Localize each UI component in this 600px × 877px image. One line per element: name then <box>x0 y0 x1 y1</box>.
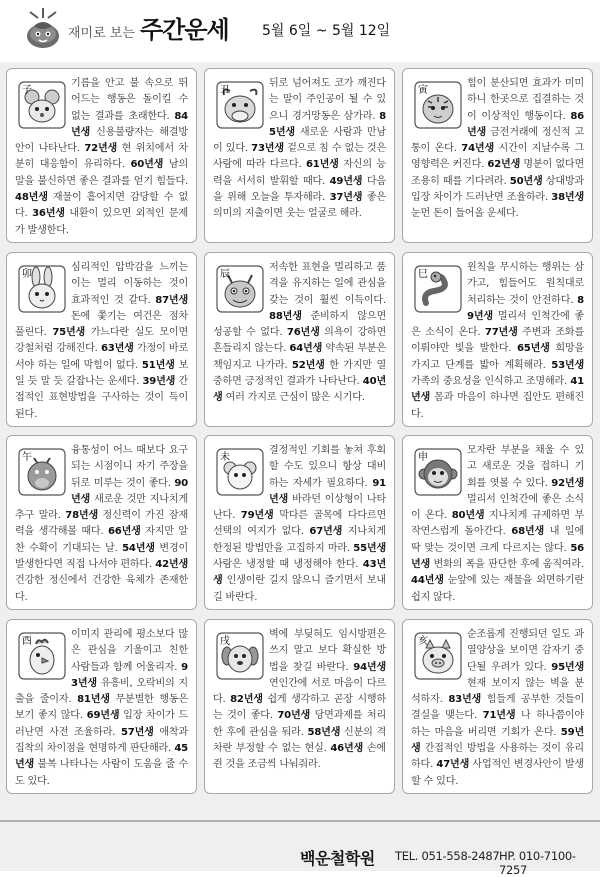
birth-year: 44년생 <box>411 575 444 587</box>
fortune-sentence: 희망을 가지고 단계를 밟아 계획해라. <box>411 343 584 371</box>
zodiac-card-sheep <box>204 435 395 610</box>
birth-year: 49년생 <box>329 175 363 187</box>
fortune-sentence: 연인간에 서로 마음이 다르다. <box>213 677 386 706</box>
birth-year: 65년생 <box>516 343 550 355</box>
birth-year: 74년생 <box>461 143 495 155</box>
zodiac-card-pig <box>402 619 593 794</box>
fortune-sentence: 가느다란 실도 모이면 강철처럼 강해진다. <box>15 327 189 355</box>
fortune-sentence: 윈칙을 무시하는 행위는 삼가고, 힘들어도 원칙대로 처리하는 것이 안전하다. <box>467 262 584 306</box>
zodiac-label: 未 <box>220 452 230 463</box>
fortune-sentence: 지나치게 규제하면 부작연스럽게 돌아간다. <box>411 510 584 538</box>
zodiac-label: 巳 <box>418 269 428 280</box>
fortune-sentence: 바라던 이상형이 나타난다. <box>213 493 386 522</box>
birth-year: 66년생 <box>107 526 141 538</box>
phone-number: TEL. 051-558-2487 <box>395 849 500 863</box>
fortune-sentence: 변화의 폭을 판단한 후에 움직여라. <box>430 559 584 571</box>
zodiac-card-tiger <box>402 68 593 243</box>
birth-year: 60년생 <box>130 159 164 171</box>
fortune-sentence: 나 하나쯤이야 하는 마음을 버리면 기회가 온다. <box>411 710 584 738</box>
zodiac-card-ox <box>204 68 395 243</box>
fortune-sentence: 자지만 알찬 수확이 기대되는 날. <box>15 526 188 554</box>
fortune-sentence: 겉으로 침 수 없는 것은 사람에 따라 다르다. <box>213 143 386 171</box>
zodiac-label: 戌 <box>220 636 230 647</box>
fortune-sentence: 한 가지만 열중하면 긍정적인 결과가 나타난다. <box>213 359 386 388</box>
fortune-sentence: 사업적인 변경사안이 발생할 수 있다. <box>411 759 584 787</box>
fortune-sentence: 변경이 발생한다면 직접 나서야 편하다. <box>15 542 188 571</box>
birth-year: 52년생 <box>291 359 325 371</box>
fortune-text <box>213 260 386 421</box>
fortune-sentence: 몸과 마음이 하나면 집안도 편해진다. <box>411 392 584 420</box>
fortune-sentence: 신분의 격차란 부정할 수 없는 현실. <box>213 726 386 755</box>
birth-year: 54년생 <box>122 542 155 554</box>
zodiac-grid <box>0 62 600 820</box>
fortune-sentence: 무분별한 행동은 보기 좋지 않다. <box>15 694 188 722</box>
fortune-sentence: 남의 말을 불신하면 좋은 결과를 얻기 힘들다. <box>15 159 188 187</box>
birth-year: 51년생 <box>141 359 175 371</box>
fortune-text <box>411 627 584 788</box>
birth-year: 45년생 <box>15 743 188 771</box>
zodiac-card-rooster <box>6 619 197 794</box>
fortune-sentence: 순조롭게 진행되던 일도 과열양상을 보이면 감자기 중단될 우려가 있다. <box>467 629 584 673</box>
fortune-sentence: 쉽게 생각하고 곧장 시행하는 것이 좋다. <box>213 694 386 722</box>
birth-year: 47년생 <box>436 759 470 771</box>
fortune-text <box>411 443 584 604</box>
zodiac-card-rat <box>6 68 197 243</box>
footer <box>0 820 600 877</box>
fortune-sentence: 준비하지 않으면 성공할 수 없다. <box>213 310 386 339</box>
birth-year: 77년생 <box>484 327 518 339</box>
birth-year: 88년생 <box>269 310 302 322</box>
fortune-sentence: 새로운 것만 지나치게 추구 말라. <box>15 493 188 522</box>
fortune-sentence: 내 일에 딱 맞는 것이면 크게 다르지는 않다. <box>411 526 584 554</box>
fortune-sentence: 사람은 냉정할 때 냉정해야 한다. <box>213 559 363 571</box>
zodiac-card-dog <box>204 619 395 794</box>
fortune-sentence: 주변과 조화를 이뤄야만 빛을 발한다. <box>411 327 584 355</box>
fortune-sentence: 가족의 중요성을 인식하고 조명해라. <box>411 376 571 388</box>
birth-year: 83년생 <box>448 694 482 706</box>
fortune-sentence: 좋은 의미의 지출이면 웃는 얼굴로 해라. <box>213 192 386 220</box>
fortune-sentence: 멀리서 인척간에 좋은 소식이 온다. <box>411 493 584 522</box>
fortune-sentence: 이미지 관리에 평소보다 많은 관심을 기울이고 친한 사람들과 함께 어울리자. <box>71 629 188 673</box>
zodiac-label: 寅 <box>418 85 428 96</box>
fortune-sentence: 다음을 위해 오늘을 투자해라. <box>213 175 386 204</box>
fortune-sentence: 당면과제를 처리한 후에 관심을 둬라. <box>213 710 386 738</box>
birth-year: 67년생 <box>309 526 343 538</box>
zodiac-label: 酉 <box>22 636 32 647</box>
birth-year: 81년생 <box>77 694 110 706</box>
birth-year: 62년생 <box>487 159 521 171</box>
birth-year: 56년생 <box>411 542 584 571</box>
zodiac-card-monkey <box>402 435 593 610</box>
zodiac-label: 辰 <box>220 269 230 280</box>
birth-year: 55년생 <box>353 542 386 554</box>
fortune-text <box>411 260 584 421</box>
header-subtitle: 재미로 보는 <box>68 26 135 41</box>
birth-year: 41년생 <box>411 376 584 404</box>
birth-year: 73년생 <box>251 143 284 155</box>
birth-year: 40년생 <box>213 376 386 404</box>
academy-name: 백운철학원 <box>300 849 375 868</box>
fortune-sentence: 막다른 골목에 다다르면 선택의 여지가 없다. <box>213 510 387 538</box>
zodiac-label: 子 <box>22 85 32 96</box>
fortune-sentence: 모자란 부분을 채울 수 있고 새로운 것을 접하니 기회를 엿볼 수 있다. <box>467 445 584 489</box>
birth-year: 48년생 <box>15 192 48 204</box>
birth-year: 89년생 <box>467 294 584 322</box>
fortune-sentence: 심리적인 압박감을 느끼는 이는 멀리 이동하는 것이 효과적인 것 같다. <box>71 262 188 306</box>
birth-year: 78년생 <box>65 510 99 522</box>
fortune-sentence: 여러 가지로 근심이 많은 시기다. <box>222 392 365 404</box>
fortune-sentence: 유흥비, 오락비의 지출을 줄이자. <box>15 677 188 706</box>
birth-year: 58년생 <box>307 726 341 738</box>
birth-year: 59년생 <box>411 726 584 755</box>
birth-year: 37년생 <box>329 192 363 204</box>
zodiac-label: 丑 <box>220 85 230 96</box>
zodiac-label: 卯 <box>22 269 32 280</box>
fortune-text <box>15 76 188 237</box>
fortune-sentence: 내환이 있으면 외적인 문제가 발생한다. <box>15 208 188 236</box>
zodiac-card-snake <box>402 252 593 427</box>
birth-year: 90년생 <box>71 477 188 505</box>
fortune-sentence: 재물이 흩어지면 감당할 수 없다. <box>15 192 188 220</box>
mobile-number: HP. 010-7100-7257 <box>499 849 576 877</box>
fortune-sentence: 의욕이 강하면 흔들리지 않는다. <box>213 327 386 355</box>
fortune-pouch-icon <box>20 4 66 50</box>
zodiac-label: 申 <box>418 452 428 463</box>
fortune-sentence: 결정적인 기회를 놓쳐 후회할 수도 있으니 항상 대비하는 자세가 필요하다. <box>269 445 386 489</box>
fortune-sentence: 간접적인 방법을 사용하는 것이 유리하다. <box>411 743 584 771</box>
fortune-sentence: 지나치게 한정된 방법만을 고집하지 마라. <box>213 526 386 554</box>
fortune-sentence: 돈에 쫓기는 여건은 점차 풀린다. <box>15 310 188 339</box>
fortune-sentence: 인생이란 길지 않으니 즐기면서 보내길 바란다. <box>213 575 386 603</box>
fortune-text <box>15 443 188 604</box>
fortune-sentence: 멀리서 인척간에 좋은 소식이 온다. <box>411 310 584 339</box>
birth-year: 95년생 <box>551 661 584 673</box>
fortune-text <box>213 76 386 237</box>
birth-year: 57년생 <box>120 726 154 738</box>
fortune-sentence: 손에 쥔 것을 조금씩 나눠줘라. <box>213 743 386 771</box>
birth-year: 87년생 <box>155 294 188 306</box>
fortune-sentence: 저속한 표현을 멀리하고 품격을 유지하는 일에 관심을 갖는 것이 훨씬 이득이다. <box>269 262 386 306</box>
birth-year: 79년생 <box>240 510 274 522</box>
fortune-text <box>15 260 188 421</box>
birth-year: 82년생 <box>230 694 263 706</box>
birth-year: 75년생 <box>52 327 86 339</box>
zodiac-label: 亥 <box>418 636 428 647</box>
fortune-sentence: 신용불량자는 해결방안이 나타난다. <box>15 126 188 155</box>
fortune-sentence: 상대방과 입장 차이가 드러난면 조율하라. <box>411 175 584 204</box>
birth-year: 50년생 <box>509 175 543 187</box>
fortune-sentence: 현재 보이지 않는 벽을 분석하자. <box>411 677 584 706</box>
fortune-sentence: 새로운 사람과 만남이 있다. <box>213 126 386 155</box>
zodiac-card-rabbit <box>6 252 197 427</box>
birth-year: 42년생 <box>155 559 188 571</box>
birth-year: 70년생 <box>277 710 311 722</box>
fortune-sentence: 애착과 집착의 차이점을 현명하게 판단해라. <box>15 726 188 755</box>
fortune-sentence: 정신력이 가진 잠재력을 생각해볼 때다. <box>15 510 188 538</box>
birth-year: 39년생 <box>142 376 176 388</box>
fortune-sentence: 간접적인 표현방법을 구사하는 것이 득이 된다. <box>15 376 189 420</box>
fortune-sentence: 기름을 안고 불 속으로 뛰어드는 행동은 돌이킬 수 없는 결과를 초래한다. <box>71 78 188 122</box>
header <box>0 0 600 64</box>
fortune-text <box>213 443 386 604</box>
fortune-sentence: 불복 나타나는 사람이 도움을 줄 수도 있다. <box>15 759 188 787</box>
birth-year: 84년생 <box>71 110 188 138</box>
fortune-sentence: 가정이 바로서야 하는 일에 막힘이 없다. <box>15 343 188 371</box>
fortune-text <box>15 627 188 788</box>
birth-year: 36년생 <box>32 208 65 220</box>
birth-year: 64년생 <box>289 343 323 355</box>
birth-year: 72년생 <box>84 143 118 155</box>
birth-year: 46년생 <box>330 743 364 755</box>
birth-year: 61년생 <box>305 159 339 171</box>
birth-year: 86년생 <box>467 110 584 138</box>
fortune-sentence: 눈먼 돈이 들어올 운세다. <box>411 208 519 220</box>
fortune-text <box>213 627 386 788</box>
date-range: 5월 6일 ~ 5월 12일 <box>262 23 391 39</box>
fortune-sentence: 금전거래에 정신적 고통이 온다. <box>411 126 584 155</box>
fortune-sentence: 힘이 분산되면 효과가 미미하니 한곳으로 집결하는 것이 이상적인 행동이다. <box>467 78 584 122</box>
birth-year: 53년생 <box>551 359 584 371</box>
fortune-sentence: 눈앞에 있는 재물을 외면하기란 쉽지 않다. <box>411 575 584 603</box>
fortune-sentence: 시간이 지날수록 그 영향력은 커진다. <box>411 143 584 171</box>
fortune-sentence: 건강한 정신에서 건강한 육체가 존재한다. <box>15 575 188 603</box>
fortune-sentence: 현 위치에서 차분히 대응함이 유리하다. <box>15 143 188 171</box>
birth-year: 92년생 <box>551 477 584 489</box>
fortune-sentence: 힘들게 공부한 것들이 결실을 맺는다. <box>411 694 585 722</box>
birth-year: 68년생 <box>511 526 545 538</box>
birth-year: 85년생 <box>269 110 386 138</box>
birth-year: 38년생 <box>551 192 584 204</box>
birth-year: 94년생 <box>353 661 386 673</box>
birth-year: 80년생 <box>451 510 485 522</box>
zodiac-card-dragon <box>204 252 395 427</box>
birth-year: 71년생 <box>482 710 516 722</box>
birth-year: 63년생 <box>100 343 134 355</box>
fortune-sentence: 벽에 부딪혀도 임시방편은 쓰지 말고 보다 확실한 방법을 찾길 바란다. <box>269 629 386 673</box>
birth-year: 69년생 <box>86 710 120 722</box>
birth-year: 91년생 <box>269 477 386 505</box>
birth-year: 93년생 <box>71 661 188 689</box>
zodiac-card-horse <box>6 435 197 610</box>
fortune-sentence: 명분이 없다면 조용히 때를 기다려라. <box>411 159 584 187</box>
fortune-sentence: 약속된 부분은 책임지고 나가라. <box>213 343 386 371</box>
zodiac-label: 午 <box>22 452 32 463</box>
fortune-sentence: 뒤로 넘어져도 코가 깨진다는 말이 주인공이 될 수 있으니 경거망동은 삼가라. <box>269 78 386 122</box>
fortune-sentence: 융통성이 어느 때보다 요구되는 시점이니 자기 주장을 뒤로 미루는 것이 좋다. <box>71 445 188 489</box>
page-title: 주간운세 <box>140 16 229 44</box>
fortune-sentence: 보일 듯 말 듯 갈잡나는 운세다. <box>15 359 188 388</box>
birth-year: 76년생 <box>286 327 320 339</box>
fortune-sentence: 입장 차이가 드러난면 사전 조율하라. <box>15 710 188 738</box>
fortune-text <box>411 76 584 237</box>
fortune-sentence: 자신의 능력을 서서히 발휘할 때다. <box>213 159 386 187</box>
birth-year: 43년생 <box>213 559 386 587</box>
